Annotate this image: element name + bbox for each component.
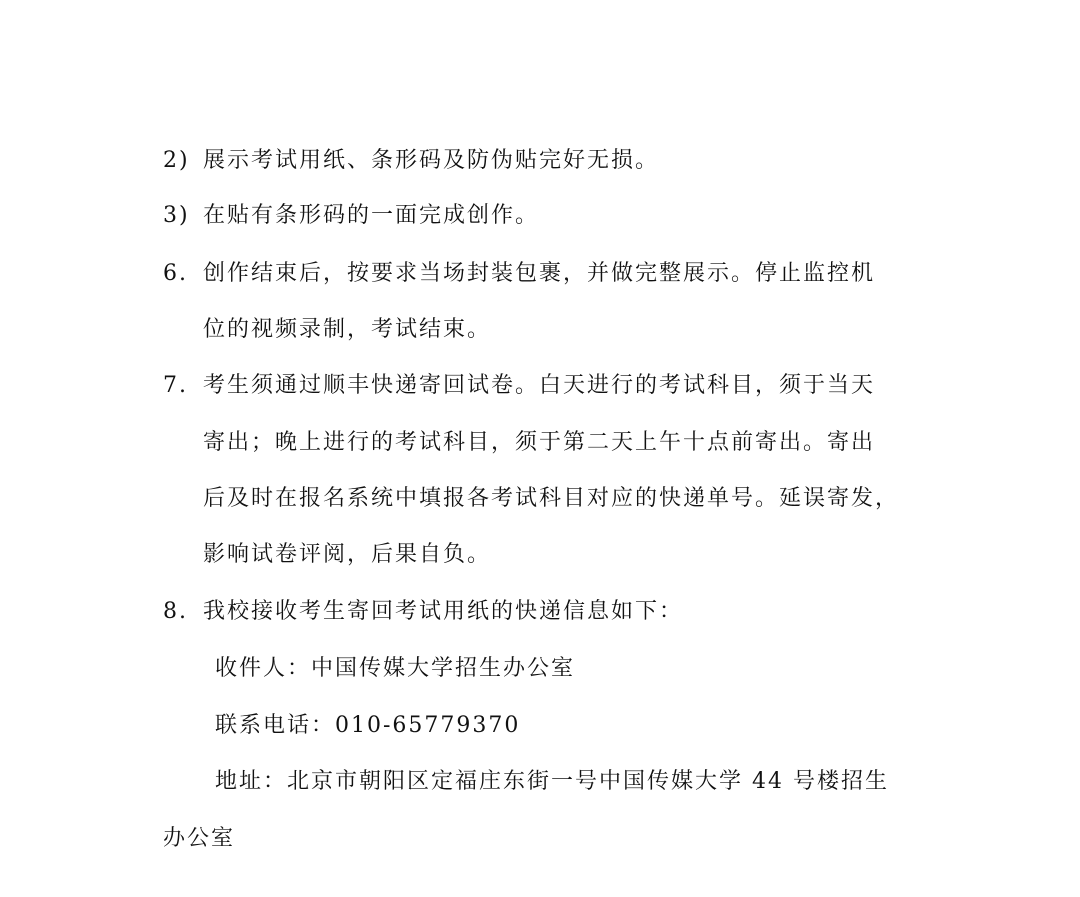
address-line-continuation: 办公室 <box>163 826 236 851</box>
list-item <box>163 259 875 289</box>
phone-line: 联系电话：010-65779370 <box>215 713 521 738</box>
list-text-continuation: 寄出；晚上进行的考试科目，须于第二天上午十点前寄出。寄出 <box>203 430 876 455</box>
list-marker: 3) <box>163 203 190 228</box>
list-marker: 8. <box>163 599 188 624</box>
recipient-line: 收件人：中国传媒大学招生办公室 <box>215 656 576 681</box>
list-item <box>163 371 875 401</box>
list-text: 展示考试用纸、条形码及防伪贴完好无损。 <box>203 148 660 173</box>
list-marker: 2) <box>163 148 190 173</box>
list-marker: 7. <box>163 373 188 398</box>
list-text: 我校接收考生寄回考试用纸的快递信息如下： <box>203 599 684 624</box>
address-line: 地址：北京市朝阳区定福庄东街一号中国传媒大学 44 号楼招生 <box>215 769 889 794</box>
list-text-continuation: 影响试卷评阅，后果自负。 <box>203 542 492 567</box>
list-item <box>163 201 539 231</box>
list-marker: 6. <box>163 261 188 286</box>
list-text: 考生须通过顺丰快递寄回试卷。白天进行的考试科目，须于当天 <box>203 373 876 398</box>
list-text: 在贴有条形码的一面完成创作。 <box>203 203 540 228</box>
list-text-continuation: 位的视频录制，考试结束。 <box>203 317 492 342</box>
list-text-continuation: 后及时在报名系统中填报各考试科目对应的快递单号。延误寄发， <box>203 486 900 511</box>
list-item <box>163 597 683 627</box>
list-item <box>163 146 659 176</box>
list-text: 创作结束后，按要求当场封装包裹，并做完整展示。停止监控机 <box>203 261 876 286</box>
